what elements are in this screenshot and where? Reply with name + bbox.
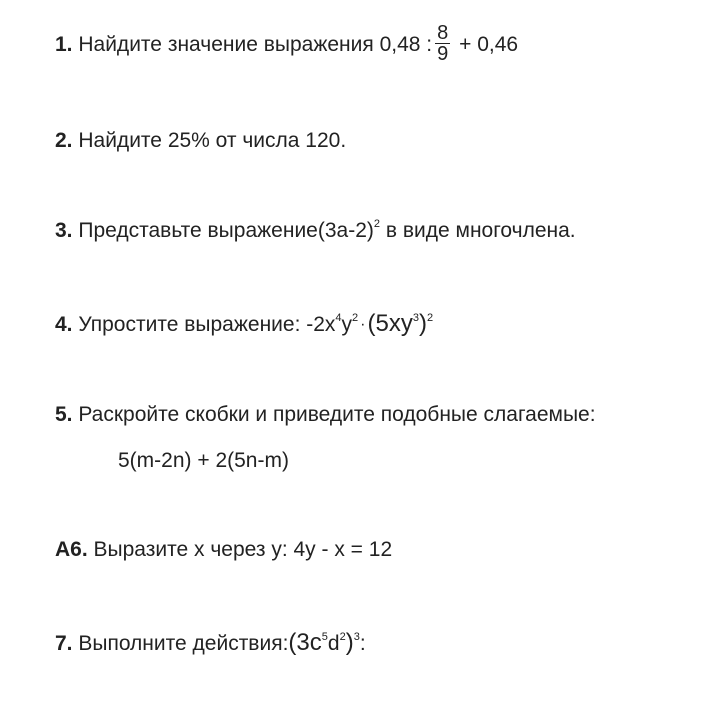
task-text: Выразите x через y: 4y - x = 12	[93, 538, 393, 561]
multiply-dot: ·	[360, 316, 366, 333]
task-number: 3.	[55, 219, 73, 242]
exponent: 3	[353, 631, 360, 643]
expression: (3c	[288, 629, 322, 656]
task-text: Представьте выражение	[78, 219, 318, 242]
task-6	[55, 537, 392, 563]
variable: d	[327, 632, 340, 655]
expression: )	[345, 629, 354, 656]
exponent: 5	[321, 631, 328, 643]
exponent: 2	[373, 218, 381, 230]
task-text: Выполните действия:	[78, 632, 289, 655]
expression: )	[418, 310, 427, 337]
task-text: Найдите 25% от числа 120.	[78, 129, 347, 152]
task-tail: в виде многочлена.	[385, 219, 576, 242]
task-text: Найдите значение выражения 0,48 :	[78, 33, 433, 57]
fraction	[435, 23, 450, 64]
task-text: Упростите выражение: -2x	[78, 313, 336, 336]
task-number: А6.	[55, 538, 88, 561]
exponent: 2	[352, 312, 359, 324]
exponent: 4	[335, 312, 342, 324]
task-number: 2.	[55, 129, 73, 152]
colon: :	[359, 632, 366, 655]
task-1	[55, 22, 519, 66]
task-number: 1.	[55, 33, 73, 57]
task-7	[55, 630, 366, 660]
fraction-denominator: 9	[437, 43, 449, 65]
task-number: 7.	[55, 632, 73, 655]
task-tail: + 0,46	[459, 33, 519, 57]
expression: (5xy	[367, 310, 413, 337]
exponent: 2	[339, 631, 346, 643]
exponent: 2	[426, 312, 434, 324]
expression: (3a-2)	[317, 219, 374, 242]
task-4	[55, 311, 433, 341]
task-text: Раскройте скобки и приведите подобные слагаемые:	[78, 403, 596, 426]
task-5	[55, 402, 596, 428]
task-3	[55, 218, 576, 247]
exponent: 3	[412, 312, 419, 324]
task-5-expression: 5(m-2n) + 2(5n-m)	[118, 449, 289, 472]
task-2	[55, 128, 346, 154]
fraction-numerator: 8	[437, 22, 449, 44]
variable: y	[341, 313, 353, 336]
task-number: 4.	[55, 313, 73, 336]
task-number: 5.	[55, 403, 73, 426]
